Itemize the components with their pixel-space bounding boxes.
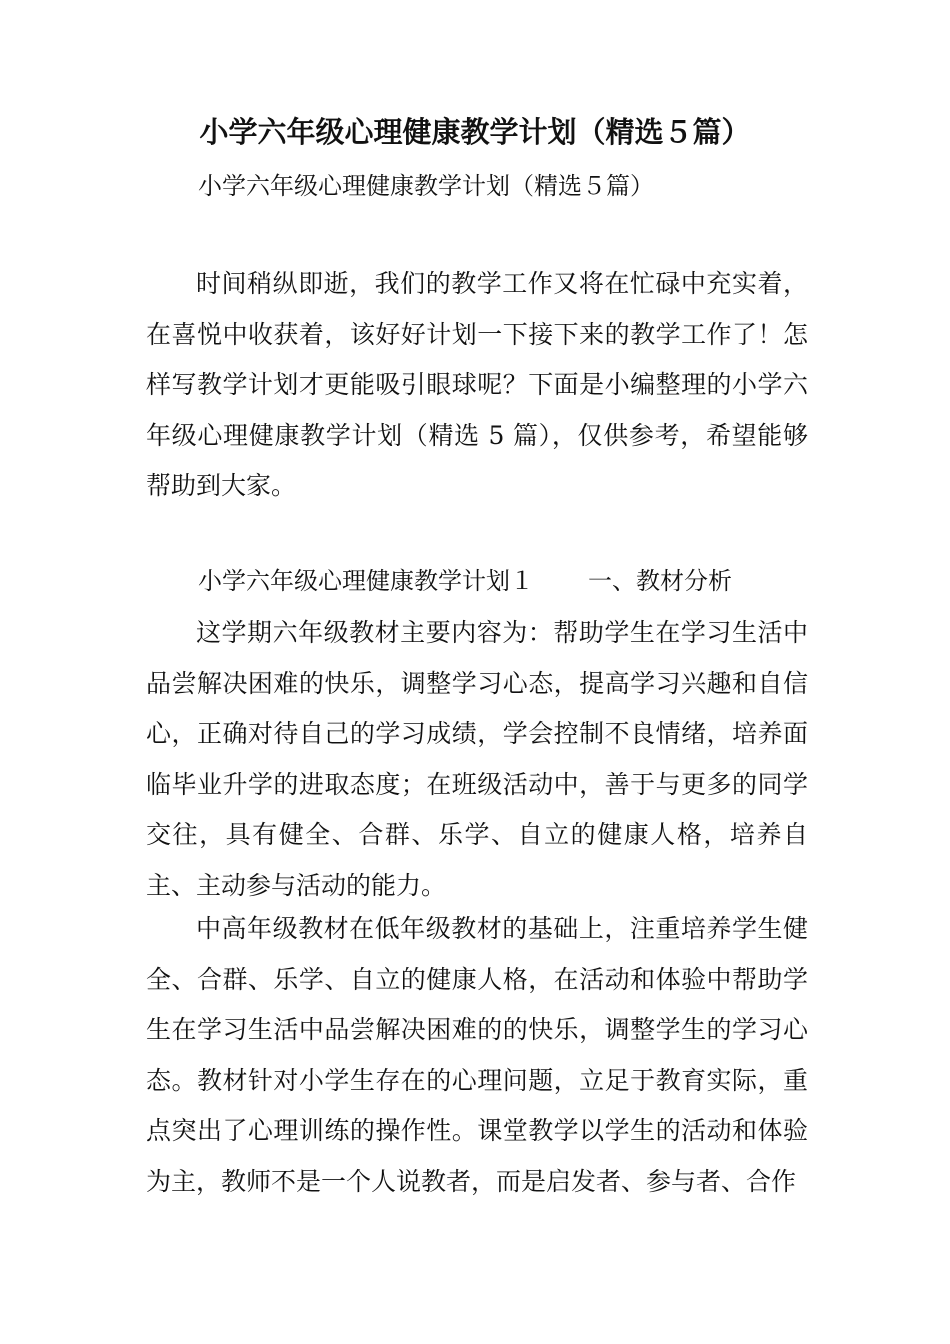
section-heading: 小学六年级心理健康教学计划１: [198, 567, 534, 595]
body-paragraph-1: 这学期六年级教材主要内容为：帮助学生在学习生活中品尝解决困难的快乐，调整学习心态，提高学习兴趣和自信心，正确对待自己的学习成绩，学会控制不良情绪，培养面临毕业升学的进取态度；在班级活动中，善于与更多的同学交往，具有健全、合群、乐学、自立的健康人格，培养自主、主动参与活动的能力。: [146, 618, 808, 900]
body-paragraph-2: 中高年级教材在低年级教材的基础上，注重培养学生健全、合群、乐学、自立的健康人格，在活动和体验中帮助学生在学习生活中品尝解决困难的的快乐，调整学生的学习心态。教材针对小学生存在的心理问题，立足于教育实际，重点突出了心理训练的操作性。课堂教学以学生的活动和体验为主，教师不是一个人说教者，而是启发者、参与者、合作: [146, 914, 808, 1196]
document-subtitle: 小学六年级心理健康教学计划（精选５篇）: [198, 172, 654, 200]
section-heading-line: [198, 559, 732, 603]
document-title: 小学六年级心理健康教学计划（精选５篇）: [199, 115, 751, 149]
intro-paragraph: 时间稍纵即逝，我们的教学工作又将在忙碌中充实着，在喜悦中收获着，该好好计划一下接下来的教学工作了！怎样写教学计划才更能吸引眼球呢？下面是小编整理的小学六年级心理健康教学计划（精选 5 篇），仅供参考，希望能够帮助到大家。: [146, 269, 808, 500]
section-subheading: 一、教材分析: [588, 567, 732, 595]
